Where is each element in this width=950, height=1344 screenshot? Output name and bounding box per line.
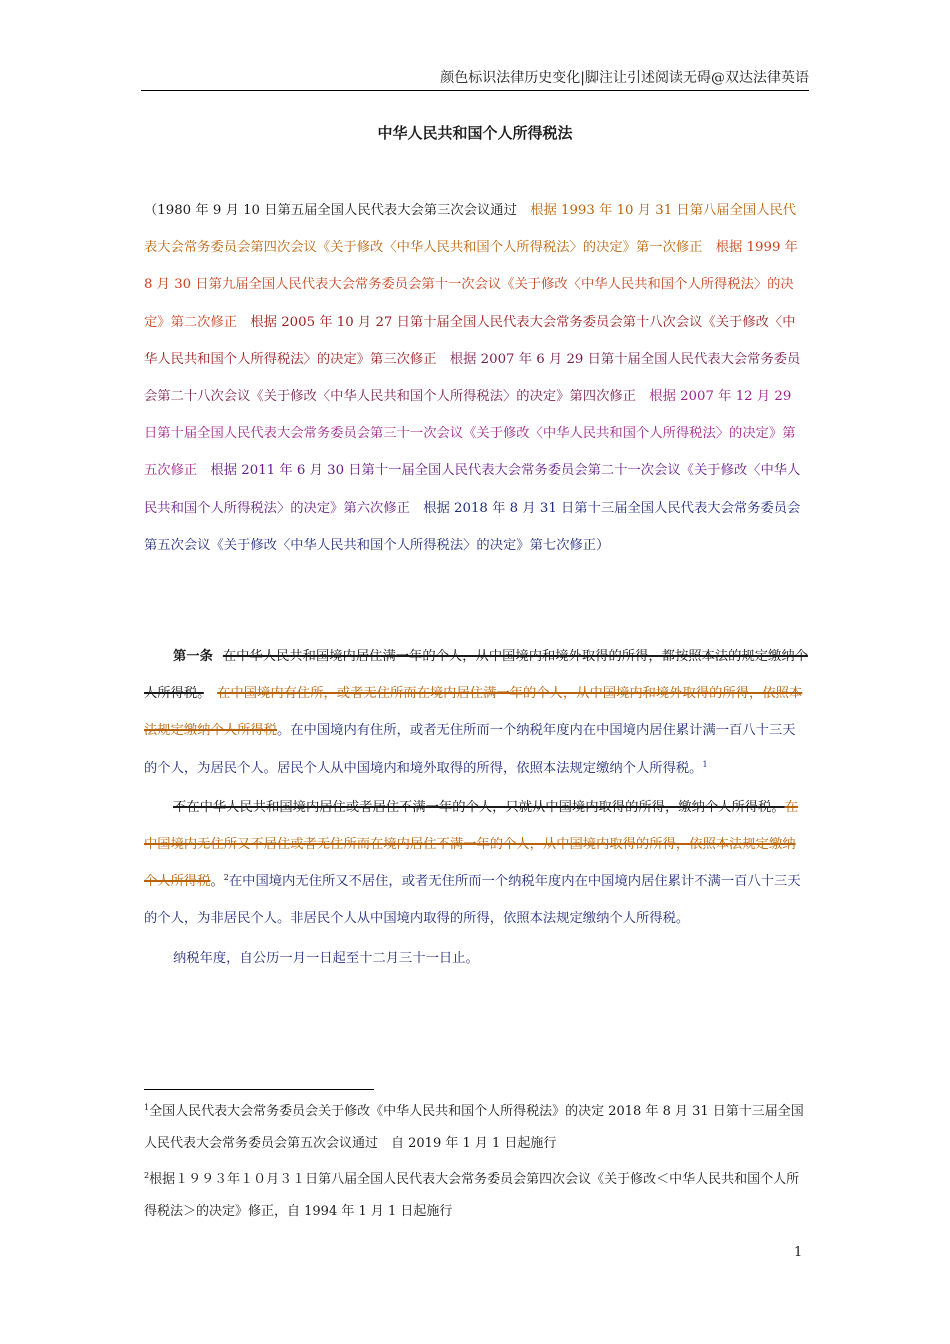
footnote-number: 1 [144,1103,150,1112]
footnote-ref-1[interactable]: 1 [702,759,708,769]
history-2007-december: 根据 2007 年 12 月 29 日第十届全国人民代表大会常务委员会第三十一次会议《关于修改〈中华人民共和国个人所得税法〉的决定》第五次修正 [144,389,796,479]
deleted-text-1980: 不在中华人民共和国境内居住或者居住不满一年的个人，只就从中国境内取得的所得，缴纳个人所得税。 [173,799,785,815]
history-2007-june: 根据 2007 年 6 月 29 日第十届全国人民代表大会常务委员会第二十八次会议《关于修改〈中华人民共和国个人所得税法〉的决定》第四次修正 [144,351,801,405]
header-text: 颜色标识法律历史变化|脚注让引述阅读无碍@双达法律英语 [440,70,809,86]
new-text-2018: 在中国境内无住所又不居住，或者无住所而一个纳税年度内在中国境内居住累计不满一百八十三天的个人，为非居民个人。非居民个人从中国境内取得的所得，依照本法规定缴纳个人所得税。 [144,874,801,927]
footnote-number: 2 [144,1171,150,1180]
article1-paragraph1 [144,638,808,787]
article1-paragraph3: 纳税年度，自公历一月一日起至十二月三十一日止。 [173,950,479,966]
footnote-separator [144,1089,374,1090]
deleted-text-1980: 在中华人民共和国境内居住满一年的个人，从中国境内和境外取得的所得，都按照本法的规定缴纳个人所得税。 [144,649,808,702]
footnote-text: 全国人民代表大会常务委员会关于修改《中华人民共和国个人所得税法》的决定 2018 年 8 月 31 日第十三届全国人民代表大会常务委员会第五次会议通过 自 2019 年 1 月 1 日起施行 [144,1104,804,1151]
history-1980: （1980 年 9 月 10 日第五届全国人民代表大会第三次会议通过 [144,203,531,218]
page-header [141,68,809,91]
history-2005: 根据 2005 年 10 月 27 日第十届全国人民代表大会常务委员会第十八次会议《关于修改〈中华人民共和国个人所得税法〉的决定》第三次修正 [144,314,796,367]
page-number: 1 [794,1245,803,1260]
article-label: 第一条 [173,649,213,664]
footnotes [144,1096,808,1232]
history-1993: 根据 1993 年 10 月 31 日第八届全国人民代表大会常务委员会第四次会议《关于修改〈中华人民共和国个人所得税法〉的决定》第一次修正 [144,203,797,256]
document-title: 中华人民共和国个人所得税法 [377,124,573,142]
deleted-text-1993: 在中国境内无住所又不居住或者无住所而在境内居住不满一年的个人，从中国境内取得的所得，依照本法规定缴纳个人所得税 [144,799,798,890]
history-1999: 根据 1999 年 8 月 30 日第九届全国人民代表大会常务委员会第十一次会议《关于修改〈中华人民共和国个人所得税法〉的决定》第二次修正 [144,240,798,330]
footnote-1 [144,1096,808,1160]
footnote-2 [144,1164,808,1228]
article-body [144,638,808,977]
sentence-end: 。 [210,874,224,890]
article1-paragraph2 [144,789,808,938]
footnote-text: 根据１９９３年１０月３１日第八届全国人民代表大会常务委员会第四次会议《关于修改＜中华人民共和国个人所得税法＞的决定》修正，自 1994 年 1 月 1 日起施行 [144,1172,800,1219]
footnote-ref-2[interactable]: 2 [223,873,229,883]
new-text-2018: 。在中国境内有住所，或者无住所而一个纳税年度内在中国境内居住累计满一百八十三天的个人，为居民个人。居民个人从中国境内和境外取得的所得，依照本法规定缴纳个人所得税。 [144,723,796,776]
history-2018: 根据 2018 年 8 月 31 日第十三届全国人民代表大会常务委员会第五次会议《关于修改〈中华人民共和国个人所得税法〉的决定》第七次修正） [144,500,801,553]
amendment-history [144,192,808,564]
deleted-text-1993: 在中国境内有住所，或者无住所而在境内居住满一年的个人，从中国境内和境外取得的所得，依照本法规定缴纳个人所得税 [144,686,803,739]
history-2011: 根据 2011 年 6 月 30 日第十一届全国人民代表大会常务委员会第二十一次会议《关于修改〈中华人民共和国个人所得税法〉的决定》第六次修正 [144,463,801,516]
